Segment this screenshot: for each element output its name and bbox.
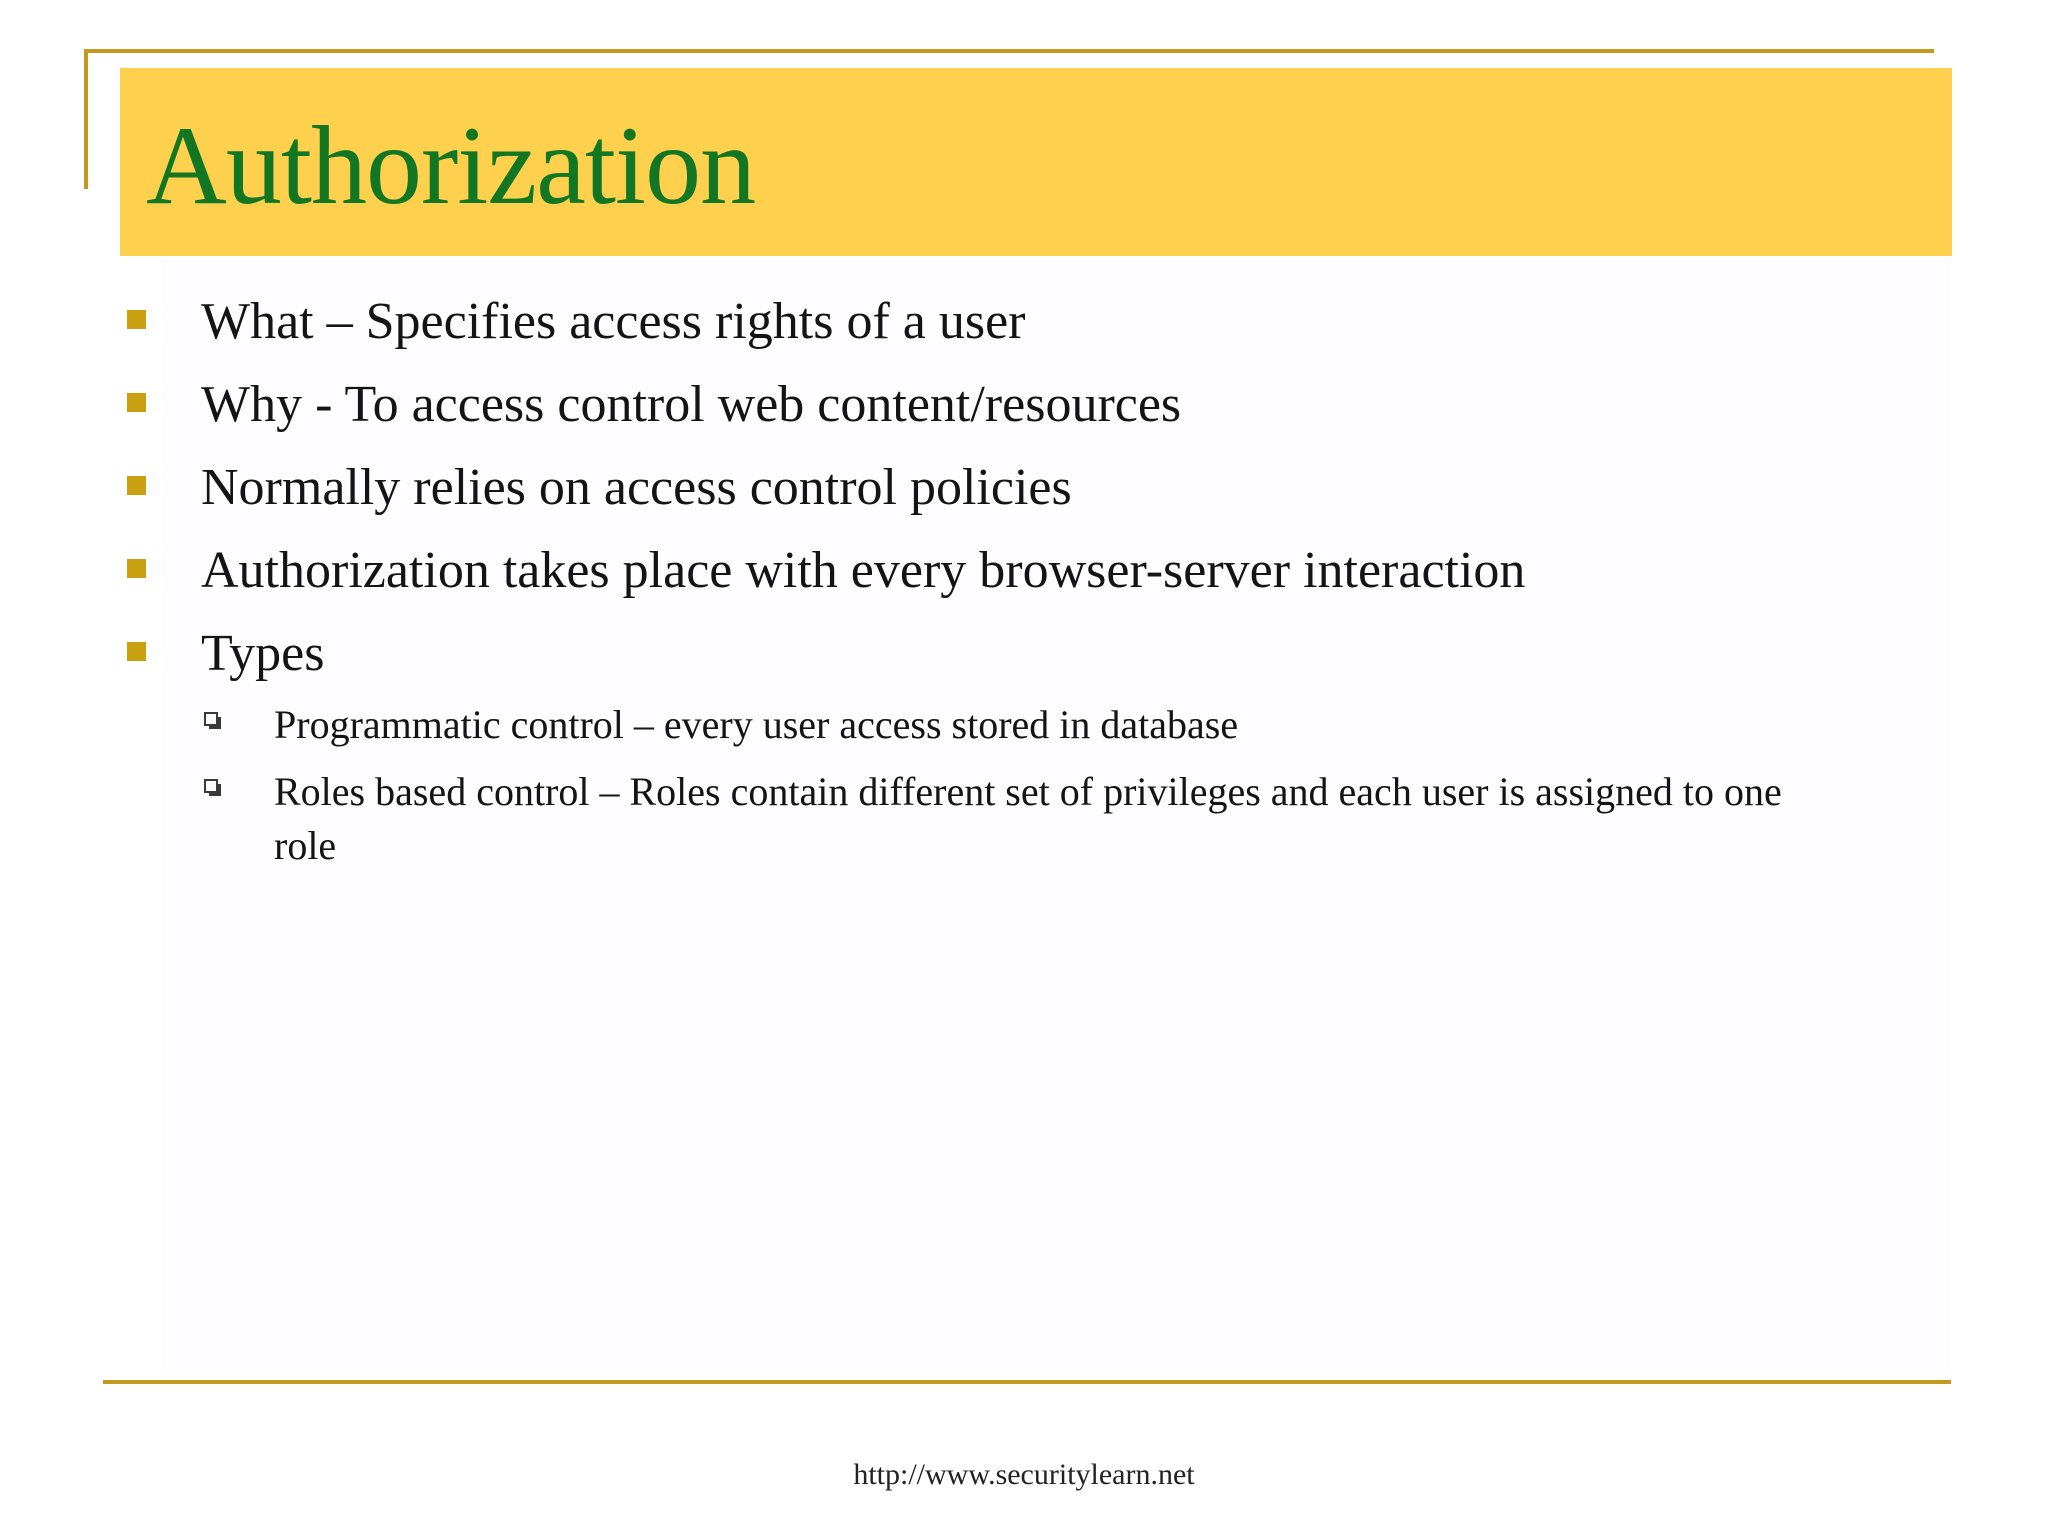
bullet-text: What – Specifies access rights of a user [201,293,1026,350]
bullet-text: Normally relies on access control policies [201,459,1072,516]
slide-title: Authorization [146,104,756,228]
square-bullet-icon [127,393,146,412]
sub-bullet-text: Roles based control – Roles contain different set of privileges and each user is assigned to one role [274,769,1782,868]
square-bullet-icon [127,476,146,495]
hollow-square-bullet-icon [204,779,218,793]
square-bullet-icon [127,559,146,578]
bullet-text: Types [201,625,325,682]
square-bullet-icon [127,642,146,661]
footer-url: http://www.securitylearn.net [853,1458,1195,1491]
bullet-text: Why - To access control web content/resources [201,376,1182,433]
footer-rule [103,1380,1951,1384]
square-bullet-icon [127,310,146,329]
hollow-square-bullet-icon [204,712,218,726]
bullet-text: Authorization takes place with every browser-server interaction [201,542,1526,599]
sub-bullet-text: Programmatic control – every user access stored in database [274,702,1239,747]
